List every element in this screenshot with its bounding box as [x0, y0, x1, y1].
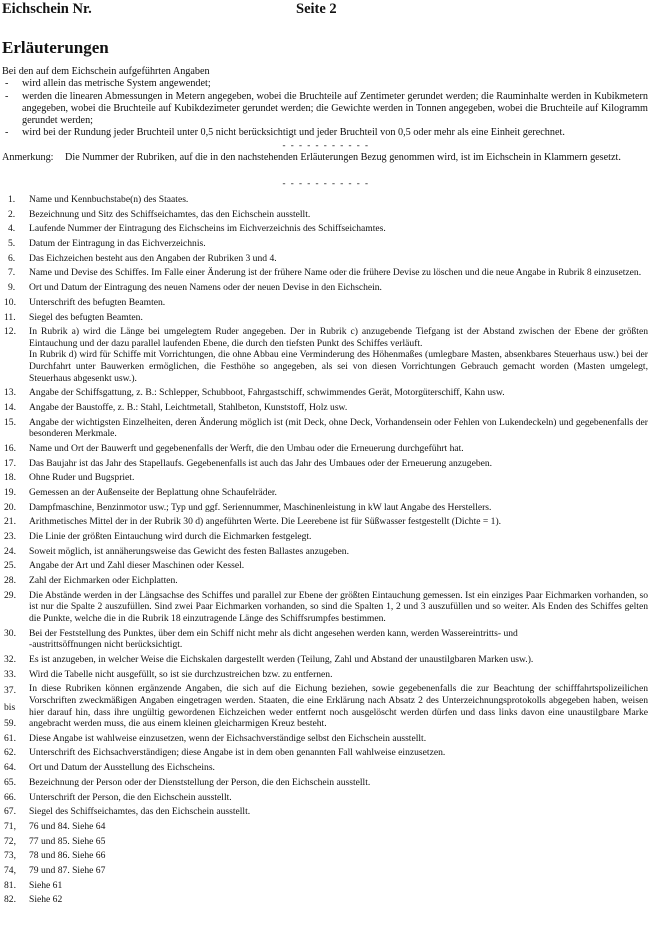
- list-item: [2, 531, 648, 543]
- item-number: 33.: [4, 668, 16, 680]
- item-text: Das Eichzeichen besteht aus den Angaben der Rubriken 3 und 4.: [29, 252, 277, 264]
- item-number: 81.: [4, 879, 16, 891]
- list-item: [2, 297, 648, 309]
- list-item: [2, 669, 648, 681]
- item-number: 29.: [4, 589, 16, 601]
- item-number: 11.: [4, 311, 16, 323]
- item-number-range: [4, 683, 16, 732]
- item-number: 20.: [4, 501, 16, 513]
- list-item: [2, 402, 648, 414]
- item-text: Ohne Ruder und Bugspriet.: [29, 472, 135, 484]
- item-number: 4.: [8, 223, 16, 235]
- item-number: 72,: [4, 835, 16, 847]
- item-text: Ort und Datum der Ausstellung des Eichscheins.: [29, 762, 215, 774]
- list-item: [2, 312, 648, 324]
- item-text: Unterschrift des Eichsachverständigen; diese Angabe ist in dem oben genannten Fall wahlweise einzusetzen.: [29, 747, 446, 759]
- list-item: [2, 443, 648, 455]
- intro-section: [2, 66, 648, 140]
- intro-bullet: [2, 78, 648, 90]
- list-item: [2, 762, 648, 774]
- item-number: 62.: [4, 747, 16, 759]
- list-item: [2, 472, 648, 484]
- item-text: Angabe der Baustoffe, z. B.: Stahl, Leichtmetall, Stahlbeton, Kunststoff, Holz usw.: [29, 401, 348, 413]
- list-item: [2, 575, 648, 587]
- list-item: [2, 865, 648, 877]
- page-title: Erläuterungen: [2, 38, 109, 57]
- note-label: Anmerkung:: [2, 152, 54, 163]
- item-number: bis: [4, 701, 16, 713]
- item-number: 25.: [4, 560, 16, 572]
- list-item: [2, 850, 648, 862]
- list-item: [2, 792, 648, 804]
- item-text: Siegel des befugten Beamten.: [29, 311, 143, 323]
- bullet-dash: -: [5, 90, 9, 102]
- item-number: 37.: [4, 685, 16, 697]
- note-text: Die Nummer der Rubriken, auf die in den nachstehenden Erläuterungen Bezug genommen wird, ist im Eichschein in Klammern gesetzt.: [65, 152, 621, 163]
- item-number: 6.: [8, 252, 16, 264]
- item-text: Arithmetisches Mittel der in der Rubrik 30 d) angeführten Werte. Die Leerebene ist für Süßwasser festgestellt (Dichte = 1).: [29, 516, 502, 528]
- item-number: 28.: [4, 575, 16, 587]
- item-text: Unterschrift des befugten Beamten.: [29, 296, 166, 308]
- item-number: 71,: [4, 820, 16, 832]
- item-number: 5.: [8, 238, 16, 250]
- item-text: Siehe 61: [29, 879, 63, 891]
- item-number: 23.: [4, 531, 16, 543]
- item-text: Ort und Datum der Eintragung des neuen Namens oder der neuen Devise in den Eichschein.: [29, 282, 382, 294]
- list-item: [2, 560, 648, 572]
- list-item: [2, 326, 648, 384]
- item-number: 18.: [4, 472, 16, 484]
- item-text: 77 und 85. Siehe 65: [29, 835, 106, 847]
- list-item: [2, 282, 648, 294]
- item-text: In Rubrik a) wird die Länge bei umgelegtem Ruder angegeben. Der in Rubrik c) anzugebende Tiefgang ist der Abstand zwischen der Ebene der größten Eintauchung und der dazu parallel laufenden Ebene, die durch den tiefsten Punkt des Schiffes verläuft.: [29, 326, 648, 349]
- list-item: [2, 654, 648, 666]
- list-item: [2, 821, 648, 833]
- item-text: Gemessen an der Außenseite der Beplattung ohne Schaufelräder.: [29, 486, 277, 498]
- item-number: 2.: [8, 208, 16, 220]
- item-text: Datum der Eintragung in das Eichverzeichnis.: [29, 238, 206, 250]
- page-header: [2, 0, 642, 20]
- list-item: [2, 502, 648, 514]
- item-text: 78 und 86. Siehe 66: [29, 850, 106, 862]
- item-number: 73,: [4, 850, 16, 862]
- item-text: Siegel des Schiffseichamtes, das den Eichschein ausstellt.: [29, 806, 251, 818]
- intro-bullet: [2, 91, 648, 128]
- item-number: 74,: [4, 864, 16, 876]
- bullet-dash: -: [5, 78, 9, 90]
- item-text: Bezeichnung der Person oder der Dienststellung der Person, die den Eichschein ausstellt.: [29, 776, 371, 788]
- certificate-number-label: Eichschein Nr.: [2, 1, 92, 17]
- item-number: 82.: [4, 894, 16, 906]
- item-number: 61.: [4, 732, 16, 744]
- item-number: 15.: [4, 416, 16, 428]
- separator-line: - - - - - - - - - - -: [282, 140, 370, 150]
- item-text: Siehe 62: [29, 894, 63, 906]
- item-text: Das Baujahr ist das Jahr des Stapellaufs. Gegebenenfalls ist auch das Jahr des Umbaues oder der Erneuerung anzugeben.: [29, 457, 493, 469]
- item-number: 21.: [4, 516, 16, 528]
- list-item: [2, 628, 648, 651]
- list-item: [2, 806, 648, 818]
- list-item: [2, 487, 648, 499]
- item-text: Name und Ort der Bauwerft und gegebenenfalls der Werft, die den Umbau oder die Erneuerung durchgeführt hat.: [29, 442, 464, 454]
- bullet-text: wird allein das metrische System angewendet;: [22, 78, 211, 90]
- item-text: Angabe der Art und Zahl dieser Maschinen oder Kessel.: [29, 560, 245, 572]
- item-text: Name und Devise des Schiffes. Im Falle einer Änderung ist der frühere Name oder die frühere Devise zu löschen und die neue Angabe in Rubrik 8 einzusetzen.: [29, 267, 642, 279]
- list-item: [2, 238, 648, 250]
- list-item: [2, 836, 648, 848]
- list-item: [2, 894, 648, 906]
- page-number: Seite 2: [296, 1, 337, 17]
- item-number: 24.: [4, 545, 16, 557]
- item-text: Bei der Feststellung des Punktes, über dem ein Schiff nicht mehr als dicht angesehen werden kann, werden Wassereintritts- und: [29, 627, 518, 639]
- item-number: 19.: [4, 486, 16, 498]
- list-item: [2, 209, 648, 221]
- note: [2, 152, 652, 164]
- list-item: [2, 458, 648, 470]
- list-item: [2, 223, 648, 235]
- list-item: [2, 590, 648, 625]
- item-text: Es ist anzugeben, in welcher Weise die Eichskalen dargestellt werden (Teilung, Zahl und Abstand der unaustilgbaren Marken usw.).: [29, 653, 534, 665]
- item-text: Wird die Tabelle nicht ausgefüllt, so ist sie durchzustreichen bzw. zu entfernen.: [29, 668, 333, 680]
- item-text: Zahl der Eichmarken oder Eichplatten.: [29, 575, 178, 587]
- item-number: 64.: [4, 762, 16, 774]
- list-item: [2, 516, 648, 528]
- bullet-text: werden die linearen Abmessungen in Metern angegeben, wobei die Bruchteile auf Zentimeter gerundet werden; die Rauminhalte werden in Kubikmetern angegeben, wobei die Bruchteile auf Kubikdezimeter gerundet werden; die Gewichte werden in Tonnen angegeben, wobei die Bruchteile auf Kilogramm gerundet werden;: [22, 90, 648, 127]
- intro-lead: Bei den auf dem Eichschein aufgeführten Angaben: [2, 66, 210, 77]
- bullet-dash: -: [5, 127, 9, 139]
- item-number: 1.: [8, 194, 16, 205]
- list-item: [2, 683, 648, 729]
- item-text: 76 und 84. Siehe 64: [29, 820, 106, 832]
- list-item: [2, 733, 648, 745]
- item-text: In diese Rubriken können ergänzende Angaben, die sich auf die Eichung beziehen, sowie gegebenenfalls die zur Beachtung der schifffahrtspolizeilichen Vorschriften zweckmäßigen Angaben eingetragen werden. Staaten, die eine Erklärung nach Absatz 2 des Unterzeichnungsprotokolls abgegeben haben, weisen hier darauf hin, dass ihre ungültig gewordenen Eichzeichen weder entfernt noch ausgelöscht werden dürfen und dass links davon eine unaustilgbare Marke angebracht werden muss, die aus einem kleinen gleicharmigen Kreuz besteht.: [29, 683, 648, 730]
- list-item: [2, 546, 648, 558]
- list-item: [2, 267, 648, 279]
- bullet-text: wird bei der Rundung jeder Bruchteil unter 0,5 nicht berücksichtigt und jeder Bruchteil von 0,5 oder mehr als eine Einheit gerechnet.: [22, 127, 565, 139]
- item-number: 16.: [4, 442, 16, 454]
- item-number: 30.: [4, 627, 16, 639]
- item-text-continued: -austrittsöffnungen nicht berücksichtigt.: [29, 639, 183, 651]
- intro-bullet: [2, 127, 648, 139]
- item-text: Die Linie der größten Eintauchung wird durch die Eichmarken festgelegt.: [29, 531, 312, 543]
- item-text-continued: In Rubrik d) wird für Schiffe mit Vorrichtungen, die ohne Abbau eine Verminderung des Höhenmaßes (umlegbare Masten, absenkbares Steuerhaus usw.) bei der Durchfahrt unter Bauwerken ermöglichen, die Festhöhe so angegeben, als sei von diesen Vorrichtungen Gebrauch gemacht worden (Masten umgelegt, Steuerhaus abgesenkt usw.).: [29, 349, 648, 384]
- item-text: Name und Kennbuchstabe(n) des Staates.: [29, 194, 189, 205]
- item-number: 17.: [4, 457, 16, 469]
- item-number: 7.: [8, 267, 16, 279]
- item-text: Laufende Nummer der Eintragung des Eichscheins im Eichverzeichnis des Schiffseichamtes.: [29, 223, 386, 235]
- list-item: [2, 387, 648, 399]
- item-number: 65.: [4, 776, 16, 788]
- item-number: 13.: [4, 387, 16, 399]
- item-number: 66.: [4, 791, 16, 803]
- list-item: [2, 747, 648, 759]
- list-item: [2, 777, 648, 789]
- separator-line: - - - - - - - - - - -: [282, 178, 370, 188]
- item-number: 14.: [4, 401, 16, 413]
- item-text: Unterschrift der Person, die den Eichschein ausstellt.: [29, 791, 232, 803]
- item-text: Die Abstände werden in der Längsachse des Schiffes und parallel zur Ebene der größten Eintauchung gemessen. Ist ein einziges Paar Eichmarken vorhanden, so ist nur die Spalte 2 auszufüllen. Sind zwei Paar Eichmarken vorhanden, so sind die Spalten 1, 2 und 3 auszufüllen und so weiter. Als Enden des Schiffes gelten die Punkte, welche die in die Rubrik 18 einzutragende Länge des Schiffsrumpfes bestimmen.: [29, 589, 648, 624]
- item-number: 59.: [4, 717, 16, 729]
- list-item: [2, 253, 648, 265]
- item-text: 79 und 87. Siehe 67: [29, 864, 106, 876]
- item-number: 9.: [8, 282, 16, 294]
- item-text: Dampfmaschine, Benzinmotor usw.; Typ und ggf. Seriennummer, Maschinenleistung in kW laut Angabe des Herstellers.: [29, 501, 492, 513]
- list-item: [2, 194, 648, 206]
- item-text: Bezeichnung und Sitz des Schiffseichamtes, das den Eichschein ausstellt.: [29, 208, 311, 220]
- item-number: 67.: [4, 806, 16, 818]
- item-text: Diese Angabe ist wahlweise einzusetzen, wenn der Eichsachverständige selbst den Eichschein ausstellt.: [29, 732, 427, 744]
- item-text: Angabe der wichtigsten Einzelheiten, deren Änderung möglich ist (mit Deck, ohne Deck, Vorhandensein oder Fehlen von Lukendeckeln) und gegebenenfalls der besonderen Merkmale.: [29, 416, 648, 440]
- list-item: [2, 880, 648, 892]
- item-number: 10.: [4, 296, 16, 308]
- item-number: 32.: [4, 653, 16, 665]
- item-number: 12.: [4, 326, 16, 338]
- item-text: Soweit möglich, ist annäherungsweise das Gewicht des festen Ballastes anzugeben.: [29, 545, 349, 557]
- list-item: [2, 417, 648, 440]
- item-text: Angabe der Schiffsgattung, z. B.: Schlepper, Schubboot, Fahrgastschiff, schwimmendes Gerät, Motorgüterschiff, Kahn usw.: [29, 387, 505, 399]
- explanations-list: [2, 194, 648, 909]
